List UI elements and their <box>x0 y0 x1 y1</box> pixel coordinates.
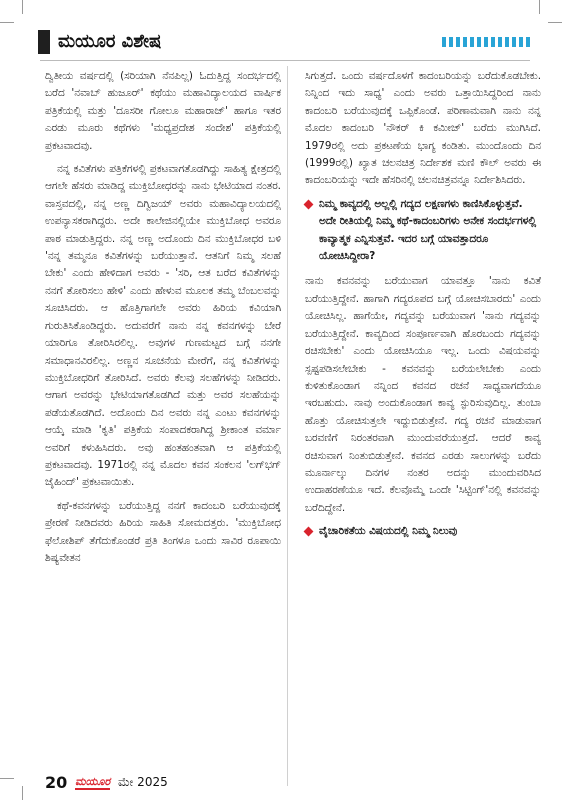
left-column <box>45 68 281 573</box>
crop-mark <box>0 778 14 779</box>
crop-mark <box>539 0 540 14</box>
question-block <box>305 523 541 540</box>
section-title: ಮಯೂರ ವಿಶೇಷ <box>58 31 162 52</box>
crop-mark <box>22 0 23 14</box>
question-text: ವೈಚಾರಿಕತೆಯ ವಿಷಯದಲ್ಲಿ ನಿಮ್ಮ ನಿಲುವು <box>319 525 458 538</box>
section-header <box>38 30 530 56</box>
question-text: ನಿಮ್ಮ ಕಾವ್ಯದಲ್ಲಿ ಅಲ್ಲಲ್ಲಿ ಗದ್ಯದ ಲಕ್ಷಣಗಳು ಕಾಣಿಸಿಕೊಳ್ಳುತ್ತವೆ. ಅದೇ ರೀತಿಯಲ್ಲಿ ನಿಮ್ಮ ಕಥೆ-ಕಾದಂಬರಿಗಳು ಅನೇಕ ಸಂದರ್ಭಗಳಲ್ಲಿ ಕಾವ್ಯಾತ್ಮಕ ಎನ್ನಿಸುತ್ತವೆ. ಇದರ ಬಗ್ಗೆ ಯಾವತ್ತಾದರೂ ಯೋಚಿಸಿದ್ದೀರಾ? <box>319 197 537 263</box>
crop-mark <box>548 22 562 23</box>
header-stripes <box>442 37 530 47</box>
diamond-bullet-icon <box>304 199 314 209</box>
paragraph: ಸಿಗುತ್ತದೆ. ಒಂದು ವರ್ಷದೊಳಗೆ ಕಾದಂಬರಿಯನ್ನು ಬರೆದುಕೊಡಬೇಕು. ನಿನ್ನಿಂದ ಇದು ಸಾಧ್ಯ' ಎಂದು ಅವರು ಒತ್ತಾಯಿಸಿದ್ದರಿಂದ ನಾನು ಕಾದಂಬರಿ ಬರೆಯುವುದಕ್ಕೆ ಒಪ್ಪಿಕೊಂಡೆ. ಪರಿಣಾಮವಾಗಿ ನಾನು ನನ್ನ ಮೊದಲ ಕಾದಂಬರಿ 'ನೌಕರ್ ಕಿ ಕಮೀಜ್' ಬರೆದು ಮುಗಿಸಿದೆ. 1979ರಲ್ಲಿ ಅದು ಪ್ರಕಟಣೆಯ ಭಾಗ್ಯ ಕಂಡಿತು. ಮುಂದೊಂದು ದಿನ (1999ರಲ್ಲಿ) ಖ್ಯಾತ ಚಲನಚಿತ್ರ ನಿರ್ದೇಶಕ ಮಣಿ ಕೌಲ್ ಅವರು ಈ ಕಾದಂಬರಿಯನ್ನು ಇದೇ ಹೆಸರಿನಲ್ಲಿ ಚಲನಚಿತ್ರವನ್ನೂ ನಿರ್ದೇಶಿಸಿದರು. <box>305 70 541 187</box>
page-footer <box>45 773 168 795</box>
crop-mark <box>22 786 23 800</box>
paragraph: ದ್ವಿತೀಯ ವರ್ಷದಲ್ಲಿ (ಸರಿಯಾಗಿ ನೆನಪಿಲ್ಲ) ಓದುತ್ತಿದ್ದ ಸಂದರ್ಭದಲ್ಲಿ ಬರೆದ 'ನವಾಬ್ ಹುಜೂರ್' ಕಥೆಯು ಮಹಾವಿದ್ಯಾಲಯದ ವಾರ್ಷಿಕ ಪತ್ರಿಕೆಯಲ್ಲಿ ಮತ್ತು 'ದೂಸರೀ ಗೋಲೂ ಮಹಾರಾಜ್' ಹಾಗೂ ಇತರ ಎರಡು ಮೂರು ಕಥೆಗಳು 'ಮಧ್ಯಪ್ರದೇಶ ಸಂದೇಶ' ಪತ್ರಿಕೆಯಲ್ಲಿ ಪ್ರಕಟವಾದವು. <box>45 70 281 152</box>
header-divider <box>40 60 530 61</box>
column-divider <box>287 66 288 786</box>
issue-date: ಮೇ 2025 <box>118 775 168 789</box>
page-number: 20 <box>45 773 68 792</box>
brand-logo: ಮಯೂರ <box>75 774 111 788</box>
paragraph: ಕಥೆ-ಕವನಗಳನ್ನು ಬರೆಯುತ್ತಿದ್ದ ನನಗೆ ಕಾದಂಬರಿ ಬರೆಯುವುದಕ್ಕೆ ಪ್ರೇರಣೆ ನೀಡಿದವರು ಹಿರಿಯ ಸಾಹಿತಿ ಸೋಮದತ್ತರು. 'ಮುಕ್ತಿಬೋಧ ಫೆಲೋಶಿಪ್ ತೆಗೆದುಕೊಂಡರೆ ಪ್ರತಿ ತಿಂಗಳೂ ಒಂದು ಸಾವಿರ ರೂಪಾಯಿ ಶಿಷ್ಯವೇತನ <box>45 499 281 564</box>
answer-paragraph: ನಾನು ಕವನವನ್ನು ಬರೆಯುವಾಗ ಯಾವತ್ತೂ 'ನಾನು ಕವಿತೆ ಬರೆಯುತ್ತಿದ್ದೇನೆ. ಹಾಗಾಗಿ ಗದ್ಯರೂಪದ ಬಗ್ಗೆ ಯೋಚಿಸಬಾರದು' ಎಂದು ಯೋಚಿಸಿಲ್ಲ. ಹಾಗೆಯೇ, ಗದ್ಯವನ್ನು ಬರೆಯುವಾಗ 'ನಾನು ಗದ್ಯವನ್ನು ಬರೆಯುತ್ತಿದ್ದೇನೆ. ಕಾವ್ಯದಿಂದ ಸಂಪೂರ್ಣವಾಗಿ ಹೊರಬಂದು ಗದ್ಯವನ್ನು ರಚಿಸಬೇಕು' ಎಂದು ಯೋಚಿಸಿಯೂ ಇಲ್ಲ. ಒಂದು ವಿಷಯವನ್ನು ಸ್ಪಷ್ಟಪಡಿಸಲೇಬೇಕು - ಕವನವನ್ನು ಬರೆಯಲೇಬೇಕು ಎಂದು ಕುಳಿತುಕೊಂಡಾಗ ನನ್ನಿಂದ ಕವನದ ರಚನೆ ಸಾಧ್ಯವಾಗದೆಯೂ ಇರಬಹುದು. ನಾವು ಅಂದುಕೊಂಡಾಗ ಕಾವ್ಯ ಸ್ಫುರಿಸುವುದಿಲ್ಲ. ತುಂಬಾ ಹೊತ್ತು ಯೋಚಿಸುತ್ತಲೇ ಇದ್ದುಬಿಡುತ್ತೇನೆ. ಗದ್ಯ ರಚನೆ ಮಾಡುವಾಗ ಬರವಣಿಗೆ ನಿರಂತರವಾಗಿ ಮುಂದುವರೆಯುತ್ತದೆ. ಆದರೆ ಕಾವ್ಯ ರಚಿಸುವಾಗ ನಿಂತುಬಿಡುತ್ತೇನೆ. ಕವನದ ಎರಡು ಸಾಲುಗಳನ್ನು ಬರೆದು ಮೂರ್ನಾಲ್ಕು ದಿನಗಳ ನಂತರ ಅದನ್ನು ಮುಂದುವರಿಸಿದ ಉದಾಹರಣೆಯೂ ಇದೆ. ಕೆಲವೊಮ್ಮೆ ಒಂದೇ 'ಸಿಟ್ಟಿಂಗ್'ನಲ್ಲಿ ಕವನವನ್ನು ಬರೆದಿದ್ದೇನೆ. <box>305 275 541 514</box>
question-block <box>305 196 541 266</box>
header-bar <box>38 30 50 54</box>
crop-mark <box>0 22 14 23</box>
paragraph: ನನ್ನ ಕವಿತೆಗಳು ಪತ್ರಿಕೆಗಳಲ್ಲಿ ಪ್ರಕಟವಾಗತೊಡಗಿದ್ದು ಸಾಹಿತ್ಯ ಕ್ಷೇತ್ರದಲ್ಲಿ ಆಗಲೇ ಹೆಸರು ಮಾಡಿದ್ದ ಮುಕ್ತಿಬೋಧರನ್ನು ನಾನು ಭೇಟಿಯಾದ ನಂತರ. ವಾಸ್ತವದಲ್ಲಿ, ನನ್ನ ಅಣ್ಣ ದಿಗ್ವಿಜಯ್ ಅವರು ಮಹಾವಿದ್ಯಾಲಯದಲ್ಲಿ ಉಪನ್ಯಾಸಕರಾಗಿದ್ದರು. ಅದೇ ಕಾಲೇಜಿನಲ್ಲಿಯೇ ಮುಕ್ತಿಬೋಧ ಅವರೂ ಪಾಠ ಮಾಡುತ್ತಿದ್ದರು. ನನ್ನ ಅಣ್ಣ ಅದೊಂದು ದಿನ ಮುಕ್ತಿಬೋಧರ ಬಳಿ 'ನನ್ನ ತಮ್ಮನೂ ಕವಿತೆಗಳನ್ನು ಬರೆಯುತ್ತಾನೆ. ಆತನಿಗೆ ನಿಮ್ಮ ಸಲಹೆ ಬೇಕು' ಎಂದು ಹೇಳಿದಾಗ ಅವರು - 'ಸರಿ, ಆತ ಬರೆದ ಕವಿತೆಗಳನ್ನು ನನಗೆ ತೋರಿಸಲು ಹೇಳಿ' ಎಂದು ಹೇಳುವ ಮೂಲಕ ತಮ್ಮ ಬೆಂಬಲವನ್ನು ಸೂಚಿಸಿದರು. ಆ ಹೊತ್ತಿಗಾಗಲೇ ಅವರು ಹಿರಿಯ ಕವಿಯಾಗಿ ಗುರುತಿಸಿಕೊಂಡಿದ್ದರು. ಅದುವರೆಗೆ ನಾನು ನನ್ನ ಕವನಗಳನ್ನು ಬೇರೆ ಯಾರಿಗೂ ತೋರಿಸಿರಲಿಲ್ಲ. ಅವುಗಳ ಗುಣಮಟ್ಟದ ಬಗ್ಗೆ ನನಗೇ ಸಮಾಧಾನವಿರಲಿಲ್ಲ. ಅಣ್ಣನ ಸೂಚನೆಯ ಮೇರೆಗೆ, ನನ್ನ ಕವಿತೆಗಳನ್ನು ಮುಕ್ತಿಬೋಧರಿಗೆ ತೋರಿಸಿದೆ. ಅವರು ಕೆಲವು ಸಲಹೆಗಳನ್ನು ನೀಡಿದರು. ಆಗಾಗ ಅವರನ್ನು ಭೇಟಿಯಾಗತೊಡಗಿದೆ ಮತ್ತು ಅವರ ಸಲಹೆಯನ್ನು ಪಡೆಯತೊಡಗಿದೆ. ಅದೊಂದು ದಿನ ಅವರು ನನ್ನ ಎಂಟು ಕವನಗಳನ್ನು ಆಯ್ಕೆ ಮಾಡಿ 'ಕೃತಿ' ಪತ್ರಿಕೆಯ ಸಂಪಾದಕರಾಗಿದ್ದ ಶ್ರೀಕಾಂತ ವರ್ಮಾ ಅವರಿಗೆ ಕಳುಹಿಸಿದರು. ಅವು ಹಂತಹಂತವಾಗಿ ಆ ಪತ್ರಿಕೆಯಲ್ಲಿ ಪ್ರಕಟವಾದವು. 1971ರಲ್ಲಿ ನನ್ನ ಮೊದಲ ಕವನ ಸಂಕಲನ 'ಲಗ್‌ಭಗ್ ಜೈಹಿಂದ್' ಪ್ರಕಟವಾಯಿತು. <box>45 163 281 489</box>
diamond-bullet-icon <box>304 527 314 537</box>
right-column <box>305 68 541 549</box>
